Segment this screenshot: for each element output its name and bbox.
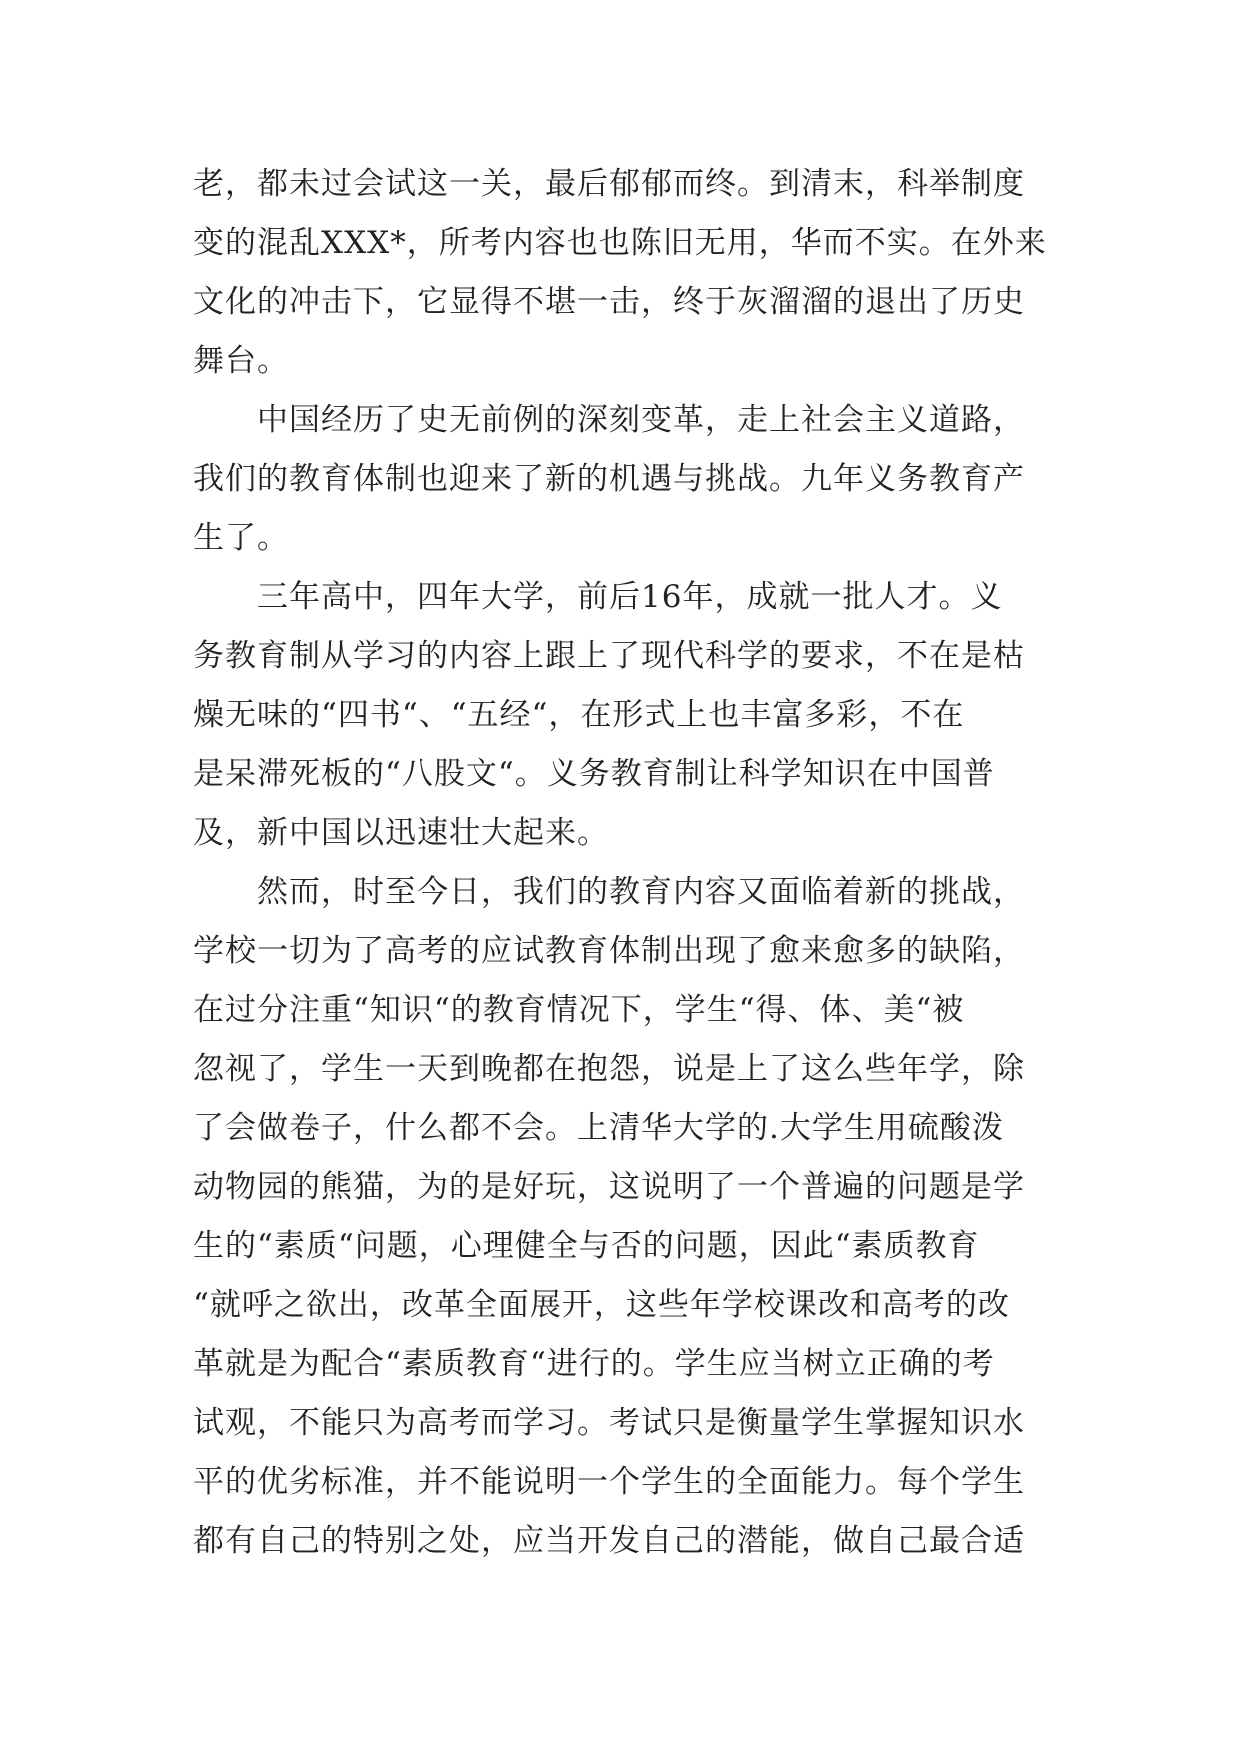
text-line: 文化的冲击下，它显得不堪一击，终于灰溜溜的退出了历史: [193, 284, 1025, 320]
text-line: “就呼之欲出，改革全面展开，这些年学校课改和高考的改: [193, 1287, 1010, 1323]
text-line: 及，新中国以迅速壮大起来。: [193, 815, 609, 851]
paragraph-first-line: 然而，时至今日，我们的教育内容又面临着新的挑战，: [257, 874, 1025, 910]
text-line: 在过分注重“知识“的教育情况下，学生“得、体、美“被: [193, 992, 965, 1028]
text-line: 变的混乱XXX*，所考内容也也陈旧无用，华而不实。在外来: [193, 225, 1047, 261]
text-line: 我们的教育体制也迎来了新的机遇与挑战。九年义务教育产: [193, 461, 1025, 497]
text-line: 老，都未过会试这一关，最后郁郁而终。到清末，科举制度: [193, 166, 1025, 202]
text-line: 了会做卷子，什么都不会。上清华大学的.大学生用硫酸泼: [193, 1110, 1004, 1146]
paragraph-first-line: 三年高中，四年大学，前后16年，成就一批人才。义: [257, 579, 1003, 615]
text-line: 生了。: [193, 520, 289, 556]
text-line: 务教育制从学习的内容上跟上了现代科学的要求，不在是枯: [193, 638, 1025, 674]
text-line: 舞台。: [193, 343, 289, 379]
text-line: 生的“素质“问题，心理健全与否的问题，因此“素质教育: [193, 1228, 980, 1264]
text-line: 都有自己的特别之处，应当开发自己的潜能，做自己最合适: [193, 1523, 1025, 1559]
text-line: 是呆滞死板的“八股文“。义务教育制让科学知识在中国普: [193, 756, 995, 792]
text-line: 革就是为配合“素质教育“进行的。学生应当树立正确的考: [193, 1346, 995, 1382]
body-text: [193, 155, 1055, 1571]
text-line: 平的优劣标准，并不能说明一个学生的全面能力。每个学生: [193, 1464, 1025, 1500]
text-line: 动物园的熊猫，为的是好玩，这说明了一个普遍的问题是学: [193, 1169, 1025, 1205]
text-line: 燥无味的“四书“、“五经“，在形式上也丰富多彩，不在: [193, 697, 965, 733]
text-line: 学校一切为了高考的应试教育体制出现了愈来愈多的缺陷，: [193, 933, 1025, 969]
paragraph-first-line: 中国经历了史无前例的深刻变革，走上社会主义道路，: [257, 402, 1025, 438]
text-line: 忽视了，学生一天到晚都在抱怨，说是上了这么些年学，除: [193, 1051, 1025, 1087]
text-line: 试观，不能只为高考而学习。考试只是衡量学生掌握知识水: [193, 1405, 1025, 1441]
